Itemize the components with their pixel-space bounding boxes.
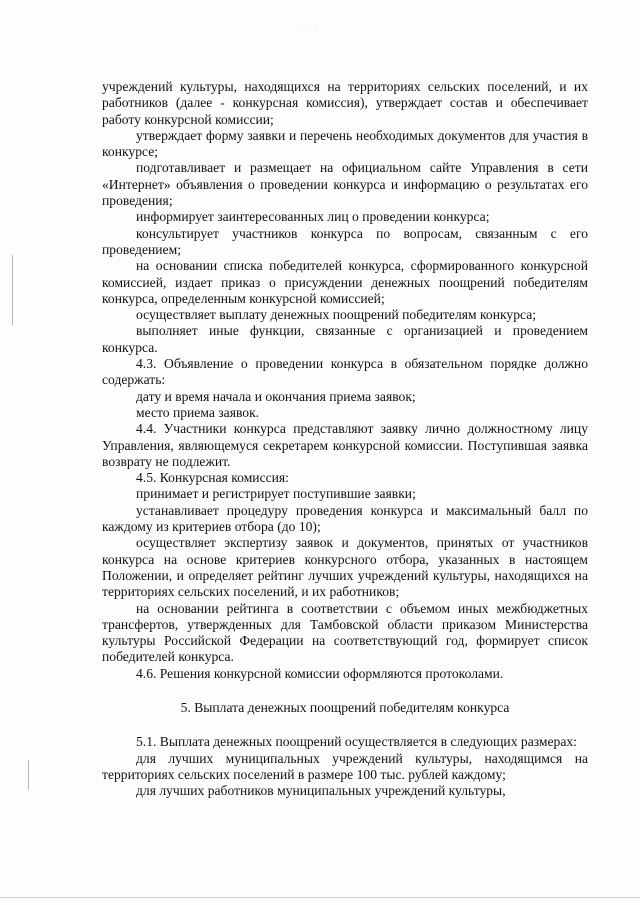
section-heading: 5. Выплата денежных поощрений победителям конкурса xyxy=(180,699,510,715)
paragraph: 5.1. Выплата денежных поощрений осуществляется в следующих размерах: xyxy=(136,734,577,750)
paragraph: место приема заявок. xyxy=(136,404,260,420)
paragraph: 4.4. Участники конкурса представляют заявку лично должностному лицу Управления, являющемуся секретарем конкурсной комиссии. Поступившая заявка возврату не подлежит. xyxy=(102,421,588,469)
paragraph: на основании рейтинга в соответствии с объемом иных межбюджетных трансфертов, утвержденных для Тамбовской области приказом Министерства культуры Российской Федерации на соответствующий год, формирует список победителей конкурса. xyxy=(102,600,588,665)
document-body xyxy=(102,79,588,799)
paragraph: для лучших работников муниципальных учреждений культуры, xyxy=(136,783,506,799)
paragraph: на основании списка победителей конкурса, сформированного конкурсной комиссией, издает приказ о присуждении денежных поощрений победителям конкурса, определенным конкурсной комиссией; xyxy=(102,258,588,306)
paragraph: подготавливает и размещает на официальном сайте Управления в сети «Интернет» объявления о проведении конкурса и информацию о результатах его проведения; xyxy=(102,160,588,209)
paragraph: 4.3. Объявление о проведении конкурса в обязательном порядке должно содержать: xyxy=(102,356,588,388)
paragraph: устанавливает процедуру проведения конкурса и максимальный балл по каждому из критериев отбора (до 10); xyxy=(102,502,588,535)
paragraph: выполняет иные функции, связанные с организацией и проведением конкурса. xyxy=(102,323,588,355)
paragraph: для лучших муниципальных учреждений культуры, находящимся на территориях сельских поселений в размере 100 тыс. рублей каждому; xyxy=(102,750,588,782)
paragraph: 4.6. Решения конкурсной комиссии оформляются протоколами. xyxy=(136,665,504,681)
paragraph: информирует заинтересованных лиц о проведении конкурса; xyxy=(136,209,490,225)
paragraph: осуществляет экспертизу заявок и документов, принятых от участников конкурса на основе критериев конкурсного отбора, указанных в настоящем Положении, и определяет рейтинг лучших учреждений культуры, находящихся на территориях сельских поселений, и их работников; xyxy=(102,535,588,600)
paragraph: утверждает форму заявки и перечень необходимых документов для участия в конкурсе; xyxy=(102,127,588,160)
paragraph: учреждений культуры, находящихся на территориях сельских поселений, и их работников (далее - конкурсная комиссия), утверждает состав и обеспечивает работу конкурсной комиссии; xyxy=(102,79,588,127)
scan-artifact-left-edge xyxy=(12,255,13,325)
scan-artifact-bottom-edge xyxy=(0,897,640,898)
scan-artifact-left-edge-lower xyxy=(28,760,29,790)
paragraph: осуществляет выплату денежных поощрений победителям конкурса; xyxy=(136,307,537,323)
paragraph: 4.5. Конкурсная комиссия: xyxy=(136,470,289,486)
scan-artifact-top: ˙ ˙ ˙ xyxy=(296,26,318,37)
paragraph: консультирует участников конкурса по вопросам, связанным с его проведением; xyxy=(102,225,588,257)
paragraph: дату и время начала и окончания приема заявок; xyxy=(136,388,416,404)
paragraph: принимает и регистрирует поступившие заявки; xyxy=(136,486,416,502)
